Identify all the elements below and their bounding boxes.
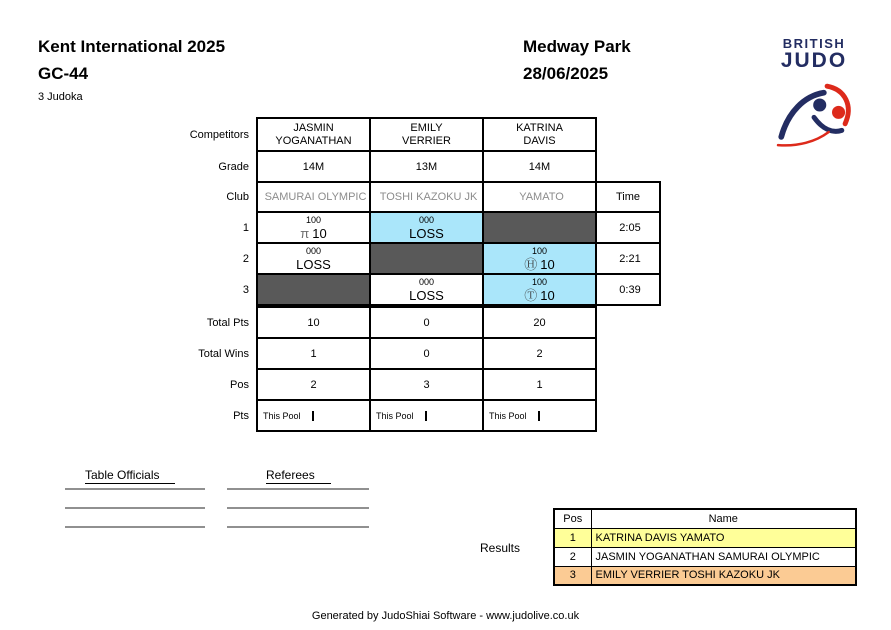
win-points: 10 xyxy=(540,287,555,303)
grade-cell: 13M xyxy=(370,151,483,182)
generator-credit: Generated by JudoShiai Software - www.judolive.co.uk xyxy=(311,610,580,622)
match-score: 100 xyxy=(531,276,548,287)
signature-line xyxy=(227,488,369,490)
club-row xyxy=(137,182,660,212)
match-score: 100 xyxy=(305,214,322,225)
row-label-total-wins: Total Wins xyxy=(198,347,249,360)
grade-row xyxy=(137,151,596,182)
win-points: 10 xyxy=(312,225,327,241)
result-name: JASMIN YOGANATHAN SAMURAI OLYMPIC xyxy=(591,547,856,566)
total-pts-cell: 0 xyxy=(370,307,483,338)
match-loss-cell xyxy=(257,243,370,274)
result-pos: 1 xyxy=(554,528,591,547)
results-row xyxy=(554,566,856,585)
match-result xyxy=(484,257,595,272)
match-row-3 xyxy=(137,274,660,305)
result-name: EMILY VERRIER TOSHI KAZOKU JK xyxy=(591,566,856,585)
header-middle xyxy=(523,33,631,87)
pos-row xyxy=(137,369,596,400)
results-label: Results xyxy=(480,541,521,555)
match-result: LOSS xyxy=(296,256,331,272)
pts-cell xyxy=(257,400,370,431)
results-header-name: Name xyxy=(591,509,856,528)
win-type-symbol: π xyxy=(300,225,310,241)
match-score: 000 xyxy=(305,245,322,256)
match-result: LOSS xyxy=(409,287,444,303)
total-pts-cell: 10 xyxy=(257,307,370,338)
table-officials-heading: Table Officials xyxy=(85,468,175,484)
signature-line xyxy=(65,507,205,509)
competitor-last-name: DAVIS xyxy=(523,134,556,147)
result-pos: 2 xyxy=(554,547,591,566)
match-row-2 xyxy=(137,243,660,274)
pos-cell: 2 xyxy=(257,369,370,400)
match-result: LOSS xyxy=(409,225,444,241)
match-time: 2:05 xyxy=(596,212,660,243)
match-idle-cell xyxy=(257,274,370,305)
pts-value-blank xyxy=(540,411,596,421)
match-result xyxy=(258,226,369,241)
results-row xyxy=(554,528,856,547)
total-pts-cell: 20 xyxy=(483,307,596,338)
pool-table-match-section xyxy=(137,181,661,306)
results-header-row xyxy=(554,509,856,528)
pts-cell xyxy=(483,400,596,431)
signature-line xyxy=(227,526,369,528)
match-win-cell xyxy=(483,274,596,305)
match-loss-cell xyxy=(370,274,483,305)
row-label-competitors: Competitors xyxy=(189,128,249,141)
logo-text-judo: JUDO xyxy=(780,49,848,72)
referees-heading: Referees xyxy=(266,468,331,484)
event-date: 28/06/2025 xyxy=(523,64,609,83)
venue-name: Medway Park xyxy=(523,37,631,56)
pts-value-blank xyxy=(314,411,370,421)
competitor-name-cell xyxy=(370,118,483,151)
match-win-cell xyxy=(483,243,596,274)
total-wins-row xyxy=(137,338,596,369)
judo-throw-figure-icon xyxy=(772,78,856,150)
match-score: 000 xyxy=(418,276,435,287)
club-cell: TOSHI KAZOKU JK xyxy=(370,182,483,212)
competitor-last-name: VERRIER xyxy=(402,134,451,147)
pts-row xyxy=(137,400,596,431)
logo-text-british: BRITISH xyxy=(782,36,846,51)
this-pool-label: This Pool xyxy=(371,411,427,421)
competitor-first-name: JASMIN xyxy=(293,121,334,134)
match-score: 000 xyxy=(418,214,435,225)
pos-cell: 3 xyxy=(370,369,483,400)
category-code: GC-44 xyxy=(38,64,89,83)
signature-line xyxy=(65,488,205,490)
pos-cell: 1 xyxy=(483,369,596,400)
club-cell: SAMURAI OLYMPIC xyxy=(257,182,370,212)
results-row xyxy=(554,547,856,566)
this-pool-label: This Pool xyxy=(484,411,540,421)
header-left xyxy=(38,33,225,103)
row-label-grade: Grade xyxy=(218,160,249,173)
pool-table-totals-section xyxy=(137,306,597,432)
pts-cell xyxy=(370,400,483,431)
win-type-symbol: Ⓣ xyxy=(524,287,538,303)
match-number: 2 xyxy=(242,252,249,265)
pool-table-header-section xyxy=(137,117,597,183)
results-table xyxy=(553,508,857,586)
total-wins-cell: 1 xyxy=(257,338,370,369)
british-judo-logo xyxy=(768,36,860,155)
match-win-cell xyxy=(257,212,370,243)
match-score: 100 xyxy=(531,245,548,256)
competitor-name-cell xyxy=(257,118,370,151)
match-result xyxy=(484,288,595,303)
competitor-first-name: KATRINA xyxy=(516,121,563,134)
row-label-pos: Pos xyxy=(230,378,249,391)
competitor-last-name: YOGANATHAN xyxy=(275,134,352,147)
total-wins-cell: 0 xyxy=(370,338,483,369)
signature-line xyxy=(227,507,369,509)
result-name: KATRINA DAVIS YAMATO xyxy=(591,528,856,547)
match-row-1 xyxy=(137,212,660,243)
grade-cell: 14M xyxy=(483,151,596,182)
grade-cell: 14M xyxy=(257,151,370,182)
results-header-pos: Pos xyxy=(554,509,591,528)
match-time: 0:39 xyxy=(596,274,660,305)
win-points: 10 xyxy=(540,256,555,272)
club-cell: YAMATO xyxy=(483,182,596,212)
match-idle-cell xyxy=(370,243,483,274)
this-pool-label: This Pool xyxy=(258,411,314,421)
signature-line xyxy=(65,526,205,528)
competitors-row xyxy=(137,118,596,151)
competitor-first-name: EMILY xyxy=(410,121,443,134)
total-wins-cell: 2 xyxy=(483,338,596,369)
row-label-total-pts: Total Pts xyxy=(206,316,249,329)
match-number: 3 xyxy=(242,283,249,296)
row-label-club: Club xyxy=(226,191,249,203)
total-pts-row xyxy=(137,307,596,338)
judoka-count: 3 Judoka xyxy=(38,91,83,103)
match-time: 2:21 xyxy=(596,243,660,274)
match-idle-cell xyxy=(483,212,596,243)
event-title: Kent International 2025 xyxy=(38,37,226,56)
pts-value-blank xyxy=(427,411,483,421)
match-number: 1 xyxy=(242,221,249,234)
competitor-name-cell xyxy=(483,118,596,151)
win-type-symbol: Ⓗ xyxy=(524,256,538,272)
match-loss-cell xyxy=(370,212,483,243)
time-column-header: Time xyxy=(596,182,660,212)
result-pos: 3 xyxy=(554,566,591,585)
row-label-pts: Pts xyxy=(233,409,249,422)
